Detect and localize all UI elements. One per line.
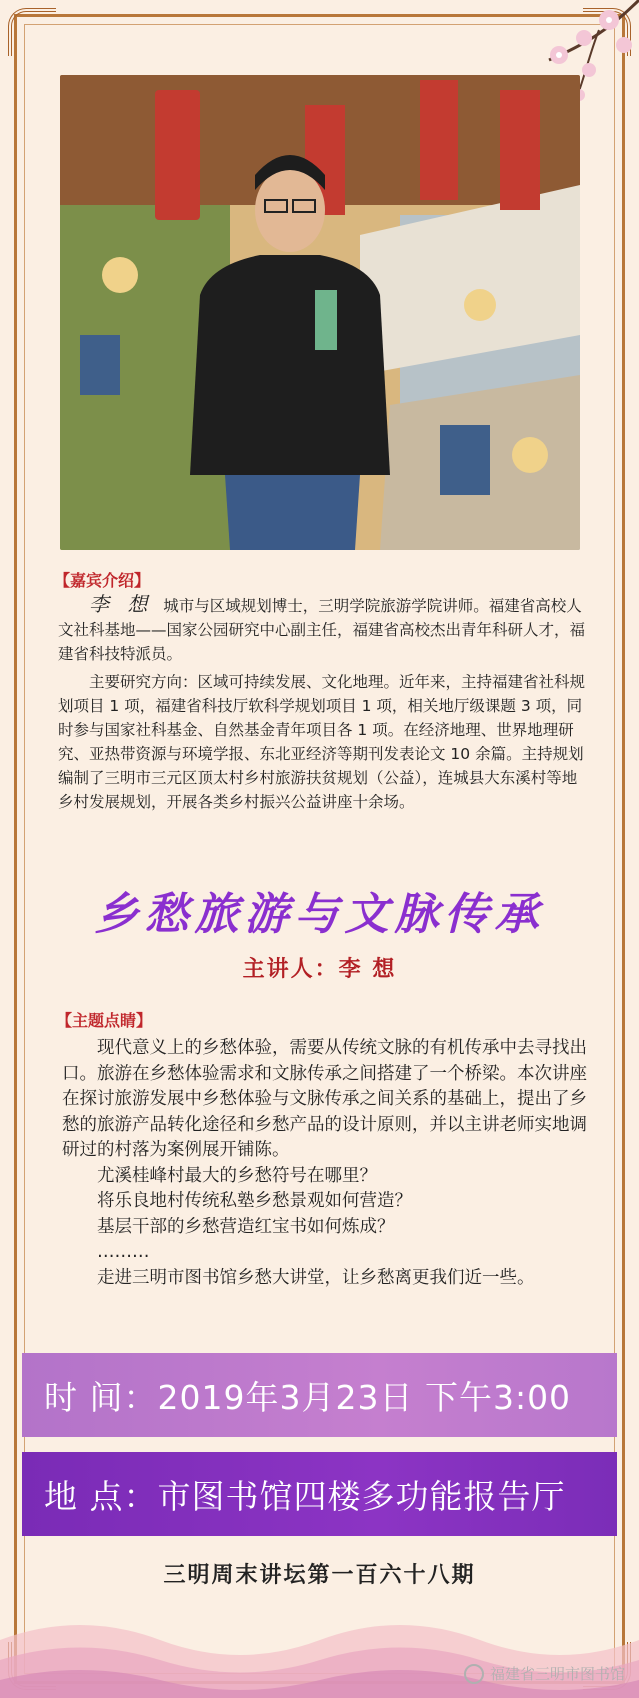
series-note: 三明周末讲坛第一百六十八期 <box>163 1563 476 1588</box>
guest-intro-tag: 【嘉宾介绍】 <box>54 571 151 590</box>
bio-paragraph <box>58 592 588 666</box>
time-band: 时 间：2019年3月23日 下午3:00 <box>22 1353 617 1437</box>
theme-body <box>62 1036 588 1291</box>
question-item: 将乐良地村传统私塾乡愁景观如何营造？ <box>97 1191 412 1211</box>
ellipsis: ……… <box>97 1242 150 1262</box>
wechat-icon <box>464 1664 484 1684</box>
guest-name: 李 想 <box>89 592 154 616</box>
lecture-title: 乡愁旅游与文脉传承 <box>94 889 545 940</box>
theme-tag: 【主题点睛】 <box>56 1011 153 1030</box>
portrait-photo <box>60 75 580 550</box>
bio-research: 主要研究方向：区域可持续发展、文化地理。近年来，主持福建省社科规划项目 1 项，福建省科技厅软科学规划项目 1 项，相关地厅级课题 3 项，同时参与国家社科基金、自然基金青年项目各 1 项。在经济地理、世界地理研究、亚热带资源与环境学报、东北亚经济等期刊发表论文 10 余篇。主持规划编制了三明市三元区顶太村乡村旅游扶贫规划（公益），连城县大东溪村等地乡村发展规划，开展各类乡村振兴公益讲座十余场。 <box>58 673 586 811</box>
question-item: 尤溪桂峰村最大的乡愁符号在哪里？ <box>97 1165 377 1186</box>
question-item: 基层干部的乡愁营造红宝书如何炼成？ <box>97 1216 395 1237</box>
watermark <box>464 1663 625 1684</box>
place-band: 地 点：市图书馆四楼多功能报告厅 <box>22 1452 617 1536</box>
bio-text: 城市与区域规划博士，三明学院旅游学院讲师。福建省高校人文社科基地——国家公园研究中心副主任，福建省高校杰出青年科研人才，福建省科技特派员。 <box>58 597 586 663</box>
watermark-text: 福建省三明市图书馆 <box>489 1665 625 1683</box>
closing-line: 走进三明市图书馆乡愁大讲堂，让乡愁离更我们近一些。 <box>97 1267 535 1288</box>
speaker-line: 主讲人：李 想 <box>242 957 397 982</box>
corner-ornament <box>8 8 56 56</box>
guest-bio <box>58 592 588 814</box>
theme-paragraph: 现代意义上的乡愁体验，需要从传统文脉的有机传承中去寻找出口。旅游在乡愁体验需求和文脉传承之间搭建了一个桥梁。本次讲座在探讨旅游发展中乡愁体验与文脉传承之间关系的基础上，提出了乡愁的旅游产品转化途径和乡愁产品的设计原则，并以主讲老师实地调研过的村落为案例展开铺陈。 <box>62 1038 587 1160</box>
